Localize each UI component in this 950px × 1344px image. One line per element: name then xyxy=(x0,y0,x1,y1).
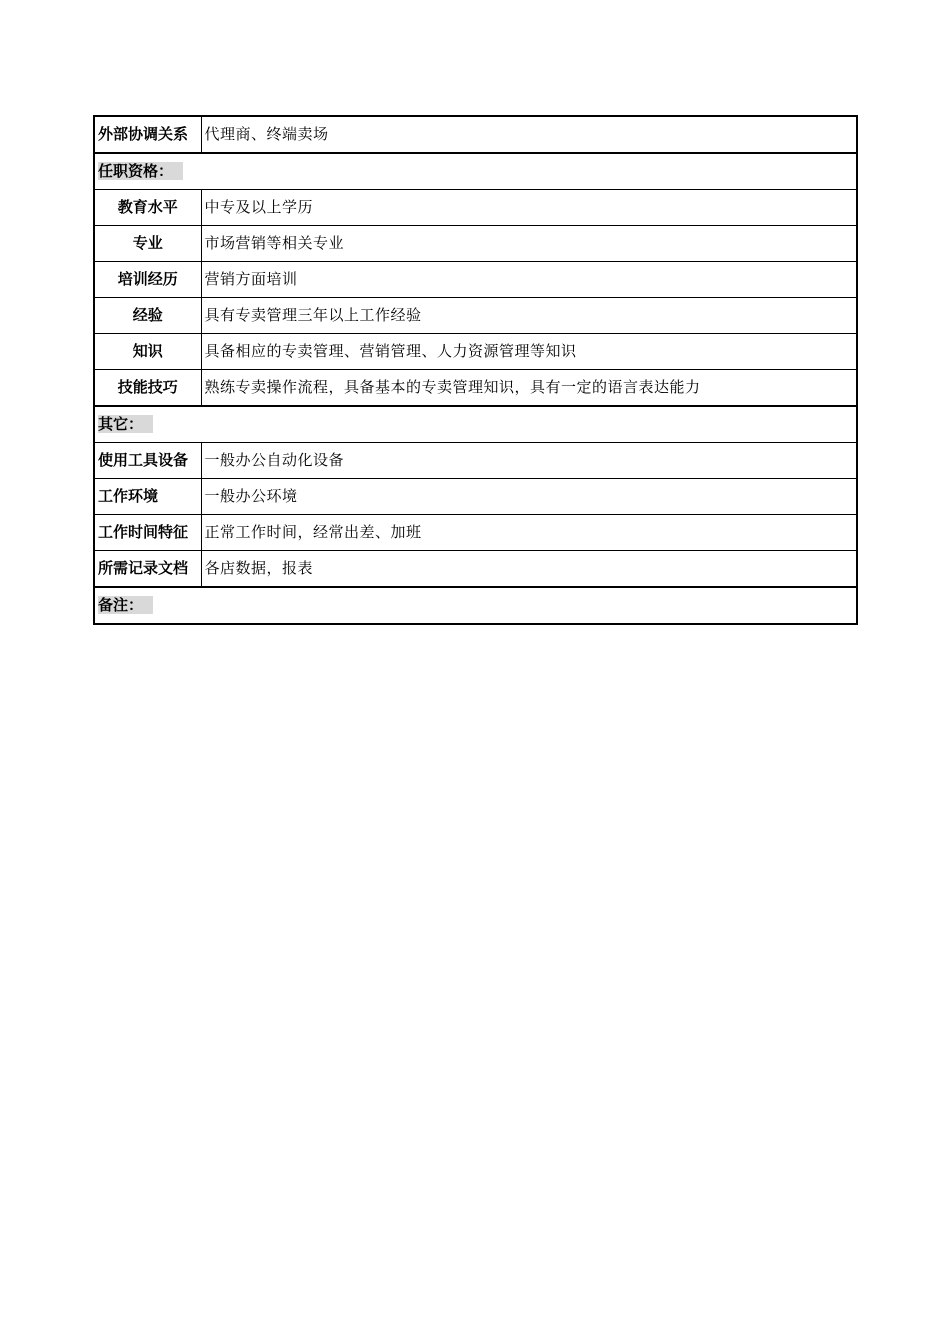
experience-value: 具有专卖管理三年以上工作经验 xyxy=(201,298,857,334)
major-value: 市场营销等相关专业 xyxy=(201,226,857,262)
section-row-notes xyxy=(94,587,857,624)
training-label: 培训经历 xyxy=(94,262,201,298)
section-header-qualifications-text: 任职资格： xyxy=(98,162,183,180)
major-label: 专业 xyxy=(94,226,201,262)
section-header-notes-text: 备注： xyxy=(98,596,153,614)
tools-value: 一般办公自动化设备 xyxy=(201,443,857,479)
table-row xyxy=(94,443,857,479)
external-label: 外部协调关系 xyxy=(94,116,201,153)
section-row-qualifications xyxy=(94,153,857,190)
skills-label: 技能技巧 xyxy=(94,370,201,407)
work-time-label: 工作时间特征 xyxy=(94,515,201,551)
table-row xyxy=(94,298,857,334)
table-row xyxy=(94,479,857,515)
experience-label: 经验 xyxy=(94,298,201,334)
table-row xyxy=(94,551,857,588)
table-row xyxy=(94,262,857,298)
section-row-other xyxy=(94,406,857,443)
skills-value: 熟练专卖操作流程，具备基本的专卖管理知识，具有一定的语言表达能力 xyxy=(201,370,857,407)
education-label: 教育水平 xyxy=(94,190,201,226)
table-row xyxy=(94,370,857,407)
external-value: 代理商、终端卖场 xyxy=(201,116,857,153)
table-row xyxy=(94,226,857,262)
environment-value: 一般办公环境 xyxy=(201,479,857,515)
table-row xyxy=(94,116,857,153)
table-row xyxy=(94,334,857,370)
tools-label: 使用工具设备 xyxy=(94,443,201,479)
training-value: 营销方面培训 xyxy=(201,262,857,298)
documents-value: 各店数据，报表 xyxy=(201,551,857,588)
section-header-other-text: 其它： xyxy=(98,415,153,433)
knowledge-label: 知识 xyxy=(94,334,201,370)
section-header-notes xyxy=(94,587,857,624)
documents-label: 所需记录文档 xyxy=(94,551,201,588)
environment-label: 工作环境 xyxy=(94,479,201,515)
work-time-value: 正常工作时间，经常出差、加班 xyxy=(201,515,857,551)
section-header-qualifications xyxy=(94,153,857,190)
table-row xyxy=(94,190,857,226)
knowledge-value: 具备相应的专卖管理、营销管理、人力资源管理等知识 xyxy=(201,334,857,370)
job-description-table xyxy=(93,115,858,625)
table-row xyxy=(94,515,857,551)
section-header-other xyxy=(94,406,857,443)
education-value: 中专及以上学历 xyxy=(201,190,857,226)
